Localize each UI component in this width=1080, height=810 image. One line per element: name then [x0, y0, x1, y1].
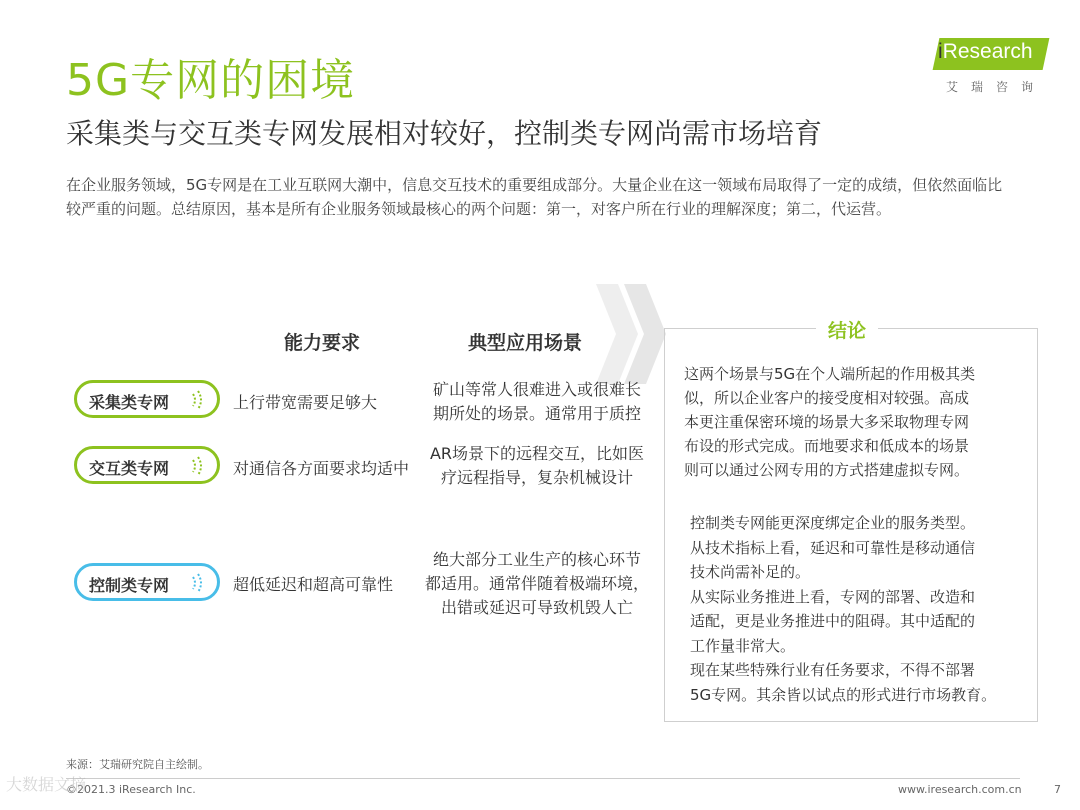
page-number: 7	[1054, 783, 1061, 796]
website-url: www.iresearch.com.cn	[898, 783, 1022, 796]
scenario-text: 绝大部分工业生产的核心环节 都适用。通常伴随着极端环境， 出错或延迟可导致机毁人亡	[424, 550, 649, 617]
requirement-text: 超低延迟和超高可靠性	[233, 575, 394, 594]
copyright-text: ©2021.3 iResearch Inc.	[66, 783, 196, 796]
logo-chinese-name: 艾瑞咨询	[945, 80, 1046, 94]
category-label: 交互类专网	[89, 459, 170, 478]
conclusion-paragraph-2: 控制类专网能更深度绑定企业的服务类型。 从技术指标上看，延迟和可靠性是移动通信 技术尚需补足的。 从实际业务推进上看，专网的部署、改造和 适配，更是业务推进中的阻碍。其中适配的 工作量非常大。 现在某些特殊行业有任务要求，不得不部署 5G专网。其余皆以试点的形式进行市场教育。	[690, 514, 997, 704]
requirement-text: 对通信各方面要求均适中	[233, 459, 410, 478]
logo-text: iResearch	[938, 40, 1033, 63]
category-label: 控制类专网	[89, 576, 170, 595]
page-subtitle: 采集类与交互类专网发展相对较好，控制类专网尚需市场培育	[66, 117, 823, 150]
page-title: 5G专网的困境	[66, 55, 356, 106]
conclusion-title: 结论	[816, 316, 878, 343]
footer-divider	[66, 778, 1020, 779]
requirement-text: 上行带宽需要足够大	[233, 393, 378, 412]
source-note: 来源：艾瑞研究院自主绘制。	[66, 758, 209, 771]
signal-wave-icon	[189, 388, 209, 412]
category-pill-interact	[74, 446, 220, 484]
category-pill-collect	[74, 380, 220, 418]
scenario-text: AR场景下的远程交互，比如医 疗远程指导，复杂机械设计	[429, 444, 645, 487]
column-header-scenario: 典型应用场景	[468, 332, 583, 354]
watermark: 大数据文摘	[6, 775, 87, 794]
signal-wave-icon	[189, 454, 209, 478]
iresearch-logo	[928, 38, 1048, 74]
intro-paragraph: 在企业服务领域，5G专网是在工业互联网大潮中，信息交互技术的重要组成部分。大量企业在这一领域布局取得了一定的成绩，但依然面临比较严重的问题。总结原因，基本是所有企业服务领域最核心的两个问题：第一，对客户所在行业的理解深度；第二，代运营。	[66, 176, 1003, 218]
scenario-text: 矿山等常人很难进入或很难长 期所处的场景。通常用于质控	[432, 380, 641, 423]
signal-wave-icon	[189, 571, 209, 595]
conclusion-paragraph-1: 这两个场景与5G在个人端所起的作用极其类 似，所以企业客户的接受度相对较强。高成 本更注重保密环境的场景大多采取物理专网 布设的形式完成。而地要求和低成本的场景 则可以通过公网专用的方式搭建虚拟专网。	[684, 365, 976, 479]
category-pill-control	[74, 563, 220, 601]
column-header-ability: 能力要求	[284, 332, 361, 354]
category-label: 采集类专网	[89, 393, 170, 412]
